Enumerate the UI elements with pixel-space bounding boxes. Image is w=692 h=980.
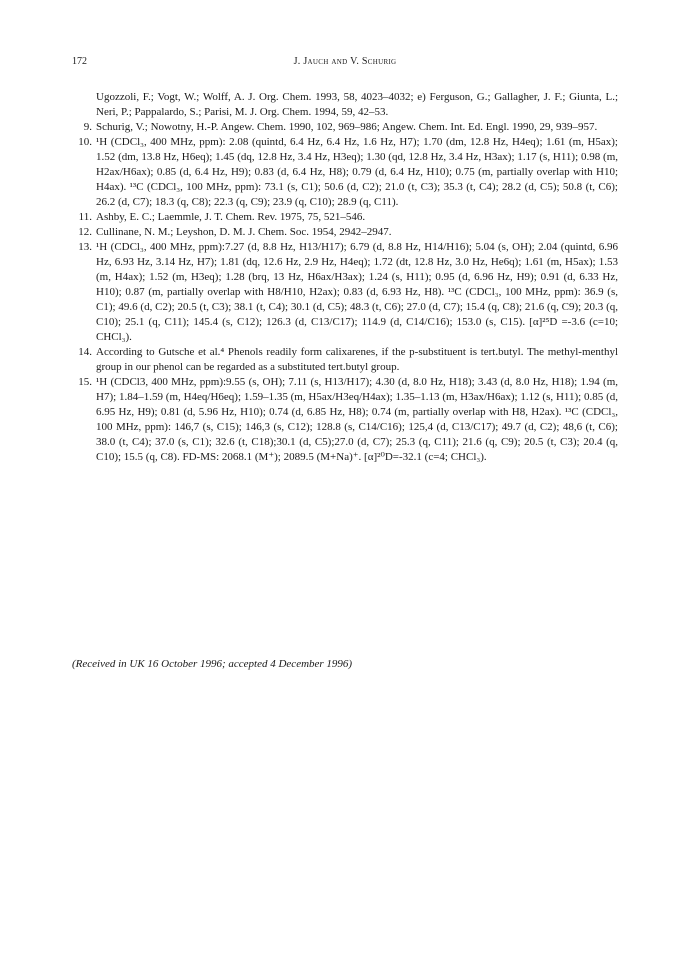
reference-text: ¹H (CDCl3, 400 MHz, ppm):9.55 (s, OH); 7.11 (s, H13/H17); 4.30 (d, 8.0 Hz, H18); 3.43 (d, 8.0 Hz, H18); 1.94 (m, H7); 1.84–1.59 (m, H4eq/H6eq); 1.59–1.35 (m, H5ax/H3eq/H4ax); 1.35–1.13 (m, H3ax/H6ax); 1.12 (s, H11); 0.85 (d, 6.95 Hz, H9); 0.81 (d, 5.96 Hz, H10); 0.74 (d, 6.85 Hz, H8); 0.74 (m, partially overlap with H8, H2ax). ¹³C (CDCl₃, 100 MHz, ppm): 146,7 (s, C15); 146,3 (s, C12); 128.8 (s, C14/C16); 125,4 (d, C13/C17); 49.7 (d, C2); 48,6 (t, C6); 38.0 (t, C4); 37.0 (s, C1); 32.6 (t, C18);30.1 (d, C5);27.0 (d, C7); 25.3 (q, C11); 21.6 (q, C9); 20.5 (t, C3); 20.4 (q, C10); 15.5 (q, C8). FD-MS: 2068.1 (M⁺); 2089.5 (M+Na)⁺. [α]²⁰D=-32.1 (c=4; CHCl₃). bbox=[96, 376, 618, 463]
reference-text: ¹H (CDCl₃, 400 MHz, ppm): 2.08 (quintd, 6.4 Hz, 6.4 Hz, 1.6 Hz, H7); 1.70 (dm, 12.8 Hz, H4eq); 1.61 (m, H5ax); 1.52 (dm, 13.8 Hz, H6eq); 1.45 (dq, 12.8 Hz, 3.4 Hz, H3eq); 1.30 (qd, 12.8 Hz, 3.4 Hz, H3ax); 1.17 (s, H11); 0.98 (m, H2ax/H6ax); 0.85 (d, 6.4 Hz, H9); 0.83 (d, 6.4 Hz, H8); 0.79 (d, 6.4 Hz, H10); 0.75 (m, partially overlap with H10; H4ax). ¹³C (CDCl₃, 100 MHz, ppm): 73.1 (s, C1); 50.6 (d, C2); 21.0 (t, C3); 35.3 (t, C4); 28.2 (d, C5); 50.8 (t, C6); 26.2 (d, C7); 18.3 (q, C8); 22.3 (q, C9); 23.9 (q, C10); 28.9 (q, C11). bbox=[96, 136, 618, 208]
reference-number: 11. bbox=[78, 211, 92, 223]
reference-item bbox=[72, 120, 618, 135]
reference-text: ¹H (CDCl₃, 400 MHz, ppm):7.27 (d, 8.8 Hz, H13/H17); 6.79 (d, 8.8 Hz, H14/H16); 5.04 (s, OH); 2.04 (quintd, 6.96 Hz, 6.93 Hz, 3.14 Hz, H7); 1.81 (dq, 12.6 Hz, 2.9 Hz, H4eq); 1.72 (dt, 12.8 Hz, 3.0 Hz, He6q); 1.61 (m, H5ax); 1.53 (m, H4ax); 1.52 (m, H3eq); 1.28 (brq, 13 Hz, H6ax/H3ax); 1.24 (s, H11); 0.95 (d, 6.96 Hz, H9); 0.91 (d, 6.33 Hz, H10); 0.87 (m, partially overlap with H8/H10, H2ax); 0.83 (d, 6.93 Hz, H8). ¹³C (CDCl₃, 100 MHz, ppm): 36.9 (s, C1); 49.6 (d, C2); 20.5 (t, C3); 38.1 (t, C4); 30.1 (d, C5); 48.3 (t, C6); 27.0 (d, C7); 15.4 (q, C8); 21.6 (q, C9); 20.3 (q, C10); 25.1 (q, C11); 145.4 (s, C12); 126.3 (d, C13/C17); 114.9 (d, C14/C16); 153.0 (s, C15). [α]²⁵D =-3.6 (c=10; CHCl₃). bbox=[96, 241, 618, 343]
received-note: (Received in UK 16 October 1996; accepted 4 December 1996) bbox=[72, 658, 353, 670]
reference-item bbox=[72, 375, 618, 465]
reference-text: Cullinane, N. M.; Leyshon, D. M. J. Chem. Soc. 1954, 2942–2947. bbox=[96, 226, 392, 238]
reference-number: 15. bbox=[78, 376, 92, 388]
reference-item bbox=[72, 225, 618, 240]
reference-item bbox=[72, 210, 618, 225]
reference-item bbox=[72, 345, 618, 375]
reference-item bbox=[72, 90, 618, 120]
page-number: 172 bbox=[72, 56, 87, 67]
reference-text: According to Gutsche et al.⁴ Phenols readily form calixarenes, if the p-substituent is tert.butyl. The methyl-menthyl group in our phenol can be regarded as a substituted tert.butyl group. bbox=[96, 346, 618, 373]
reference-item bbox=[72, 135, 618, 210]
references-list bbox=[72, 90, 618, 465]
reference-number: 10. bbox=[78, 136, 92, 148]
reference-number: 9. bbox=[83, 121, 92, 133]
reference-text: Schurig, V.; Nowotny, H.-P. Angew. Chem. 1990, 102, 969–986; Angew. Chem. Int. Ed. Engl. 1990, 29, 939–957. bbox=[96, 121, 598, 133]
reference-text: Ashby, E. C.; Laemmle, J. T. Chem. Rev. 1975, 75, 521–546. bbox=[96, 211, 366, 223]
reference-text: Ugozzoli, F.; Vogt, W.; Wolff, A. J. Org. Chem. 1993, 58, 4023–4032; e) Ferguson, G.; Gallagher, J. F.; Giunta, L.; Neri, P.; Pappalardo, S.; Parisi, M. J. Org. Chem. 1994, 59, 42–53. bbox=[96, 91, 618, 118]
running-head: J. Jauch and V. Schurig bbox=[293, 56, 397, 67]
reference-number: 12. bbox=[78, 226, 92, 238]
page-header bbox=[72, 56, 618, 72]
reference-item bbox=[72, 240, 618, 345]
reference-number: 13. bbox=[78, 241, 92, 253]
reference-number: 14. bbox=[78, 346, 92, 358]
